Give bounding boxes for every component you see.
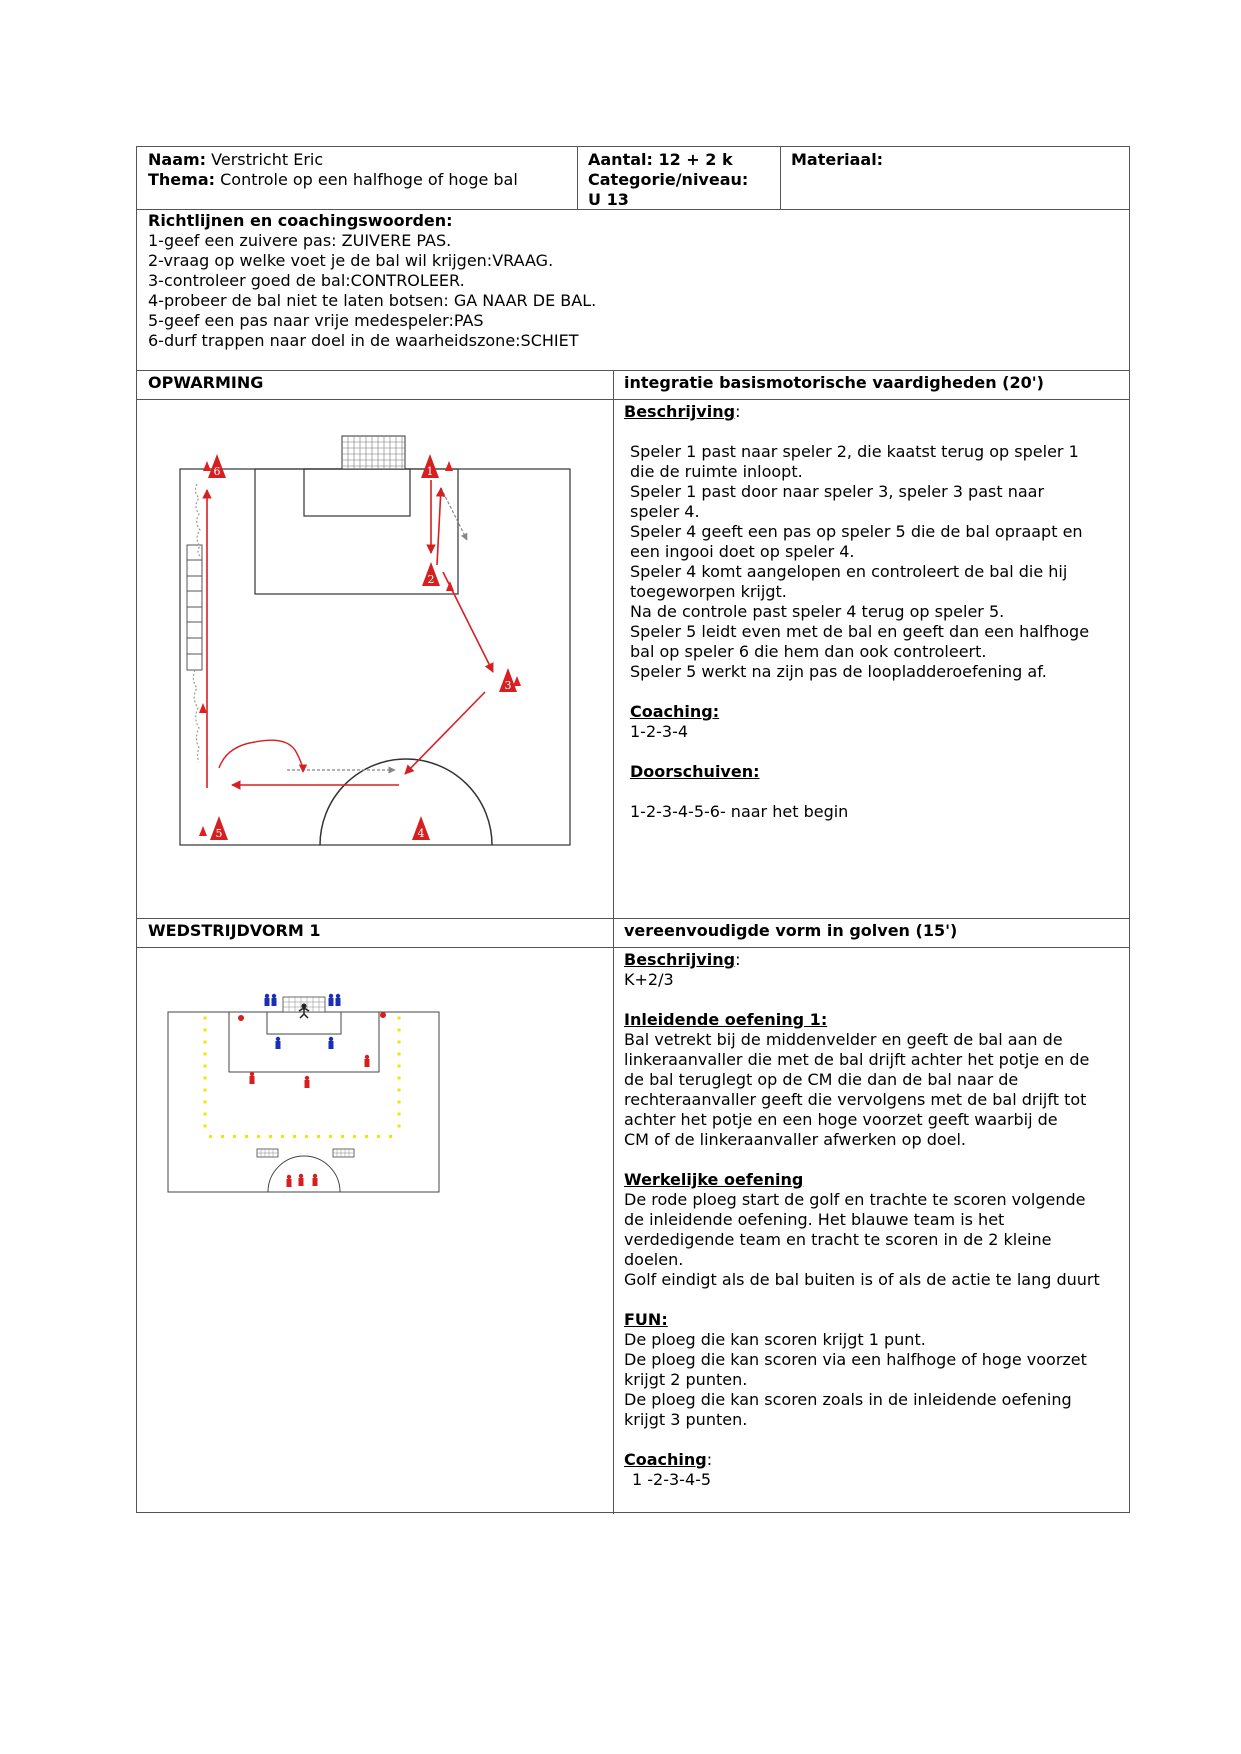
description-line: toegeworpen krijgt. bbox=[630, 582, 787, 601]
warmup-pitch-diagram bbox=[137, 400, 613, 918]
description-line: verdedigende team en tracht te scoren in de 2 kleine bbox=[624, 1230, 1052, 1249]
description-line: Speler 1 past door naar speler 3, speler 3 past naar bbox=[630, 482, 1045, 501]
player bbox=[336, 994, 341, 1006]
description-line: krijgt 3 punten. bbox=[624, 1410, 748, 1429]
richtlijn-line: 6-durf trappen naar doel in de waarheidszone:SCHIET bbox=[148, 331, 579, 350]
player bbox=[305, 1076, 310, 1088]
beschrijving-label: Beschrijving bbox=[624, 402, 736, 421]
opwarming-description bbox=[624, 402, 1124, 822]
speed-ladder bbox=[187, 545, 202, 670]
player bbox=[287, 1175, 292, 1187]
cone-1 bbox=[421, 454, 439, 478]
fun-label: FUN: bbox=[624, 1310, 668, 1329]
description-line: linkeraanvaller die met de bal drijft achter het potje en de bbox=[624, 1050, 1090, 1069]
description-line: De ploeg die kan scoren krijgt 1 punt. bbox=[624, 1330, 926, 1349]
description-line: CM of de linkeraanvaller afwerken op doel. bbox=[624, 1130, 967, 1149]
pitch-outline bbox=[180, 469, 570, 845]
opwarming-subtitle: integratie basismotorische vaardigheden (20') bbox=[624, 373, 1044, 392]
cone-4 bbox=[412, 816, 430, 840]
categorie-label: Categorie/niveau: bbox=[588, 170, 749, 189]
goal-area bbox=[304, 469, 410, 516]
description-line: Speler 5 werkt na zijn pas de loopladderoefening af. bbox=[630, 662, 1047, 681]
description-line: Golf eindigt als de bal buiten is of als de actie te lang duurt bbox=[624, 1270, 1100, 1289]
cone-number: 1 bbox=[426, 465, 434, 478]
richtlijnen-title: Richtlijnen en coachingswoorden: bbox=[148, 211, 453, 230]
colon: : bbox=[735, 950, 741, 969]
penalty-area bbox=[229, 1012, 379, 1072]
lesson-sheet bbox=[136, 146, 1130, 1513]
divider bbox=[137, 918, 1129, 919]
colon: : bbox=[735, 402, 741, 421]
naam-value: Verstricht Eric bbox=[211, 150, 324, 169]
cone-number: 6 bbox=[213, 465, 221, 478]
run-arrow bbox=[441, 488, 467, 540]
description-line: Bal vetrekt bij de middenvelder en geeft de bal aan de bbox=[624, 1030, 1063, 1049]
cone-number: 4 bbox=[417, 827, 425, 840]
divider bbox=[613, 370, 614, 1514]
materiaal-label: Materiaal: bbox=[791, 150, 884, 169]
player bbox=[265, 994, 270, 1006]
player bbox=[250, 1072, 255, 1084]
description-line: de bal teruglegt op de CM die dan de bal naar de bbox=[624, 1070, 1019, 1089]
werkelijke-label: Werkelijke oefening bbox=[624, 1170, 804, 1189]
coaching-value: 1 -2-3-4-5 bbox=[632, 1470, 712, 1489]
player bbox=[365, 1055, 370, 1067]
cone-5 bbox=[210, 816, 228, 840]
thema-label: Thema: bbox=[148, 170, 216, 189]
red-players bbox=[250, 1055, 370, 1187]
categorie-value: U 13 bbox=[588, 190, 629, 209]
player bbox=[313, 1174, 318, 1186]
doorschuiven-value: 1-2-3-4-5-6- naar het begin bbox=[630, 802, 849, 821]
richtlijn-line: 1-geef een zuivere pas: ZUIVERE PAS. bbox=[148, 231, 452, 250]
player bbox=[299, 1174, 304, 1186]
divider bbox=[137, 370, 1129, 371]
description-line: Speler 4 geeft een pas op speler 5 die de bal opraapt en bbox=[630, 522, 1083, 541]
richtlijnen bbox=[148, 211, 1108, 351]
player bbox=[276, 1037, 281, 1049]
coaching-value: 1-2-3-4 bbox=[630, 722, 689, 741]
dribble-path bbox=[193, 670, 199, 762]
doorschuiven-label: Doorschuiven: bbox=[630, 762, 760, 781]
coaching-label: Coaching: bbox=[630, 702, 720, 721]
pass-arrow bbox=[437, 488, 441, 565]
beschrijving-label: Beschrijving bbox=[624, 950, 736, 969]
opwarming-title: OPWARMING bbox=[148, 373, 264, 392]
description-line: Speler 4 komt aangelopen en controleert de bal die hij bbox=[630, 562, 1068, 581]
match-pitch-diagram bbox=[137, 948, 613, 1208]
coaching-label: Coaching bbox=[624, 1450, 707, 1469]
wedstrijdvorm-subtitle: vereenvoudigde vorm in golven (15') bbox=[624, 921, 958, 940]
description-line: De rode ploeg start de golf en trachte te scoren volgende bbox=[624, 1190, 1086, 1209]
description-line: De ploeg die kan scoren via een halfhoge of hoge voorzet bbox=[624, 1350, 1087, 1369]
numbered-cones bbox=[208, 454, 517, 840]
dribble-arrow bbox=[219, 740, 303, 772]
small-goal bbox=[257, 1149, 278, 1157]
description-line: een ingooi doet op speler 4. bbox=[630, 542, 855, 561]
description-line: de inleidende oefening. Het blauwe team is het bbox=[624, 1210, 1005, 1229]
cone-3 bbox=[499, 668, 517, 692]
cone-number: 5 bbox=[215, 827, 223, 840]
richtlijn-line: 5-geef een pas naar vrije medespeler:PAS bbox=[148, 311, 484, 330]
description-line: Na de controle past speler 4 terug op speler 5. bbox=[630, 602, 1005, 621]
cone-2 bbox=[422, 562, 440, 586]
description-line: Speler 1 past naar speler 2, die kaatst terug op speler 1 bbox=[630, 442, 1079, 461]
colon: : bbox=[706, 1450, 713, 1469]
player bbox=[272, 994, 277, 1006]
wedstrijdvorm-title: WEDSTRIJDVORM 1 bbox=[148, 921, 321, 940]
wedstrijdvorm-description bbox=[624, 950, 1124, 1490]
richtlijn-line: 3-controleer goed de bal:CONTROLEER. bbox=[148, 271, 465, 290]
beschrijving-value: K+2/3 bbox=[624, 970, 674, 989]
small-goal bbox=[333, 1149, 354, 1157]
player bbox=[329, 994, 334, 1006]
header-name-theme bbox=[148, 150, 568, 190]
centre-circle bbox=[268, 1156, 340, 1192]
divider bbox=[780, 147, 781, 209]
description-line: Speler 5 leidt even met de bal en geeft dan een halfhoge bbox=[630, 622, 1090, 641]
player bbox=[329, 1037, 334, 1049]
description-line: doelen. bbox=[624, 1250, 684, 1269]
goal-area bbox=[267, 1012, 341, 1034]
thema-value: Controle op een halfhoge of hoge bal bbox=[220, 170, 518, 189]
richtlijn-line: 4-probeer de bal niet te laten botsen: GA NAAR DE BAL. bbox=[148, 291, 597, 310]
naam-label: Naam: bbox=[148, 150, 207, 169]
description-line: De ploeg die kan scoren zoals in de inleidende oefening bbox=[624, 1390, 1072, 1409]
pass-arrow bbox=[405, 692, 485, 774]
cone-number: 3 bbox=[504, 679, 512, 692]
richtlijn-line: 2-vraag op welke voet je de bal wil krijgen:VRAAG. bbox=[148, 251, 554, 270]
description-line: achter het potje en een hoge voorzet geeft waarbij de bbox=[624, 1110, 1058, 1129]
cone-markers bbox=[199, 461, 521, 836]
red-balls bbox=[238, 1012, 386, 1021]
description-line: speler 4. bbox=[630, 502, 700, 521]
description-line: krijgt 2 punten. bbox=[624, 1370, 748, 1389]
divider bbox=[577, 147, 578, 209]
cone-number: 2 bbox=[427, 573, 435, 586]
description-line: bal op speler 6 die hem dan ook controleert. bbox=[630, 642, 987, 661]
yellow-cone-markers bbox=[204, 1017, 401, 1139]
header-aantal bbox=[588, 150, 778, 210]
cone-6 bbox=[208, 454, 226, 478]
goal-net bbox=[342, 436, 405, 469]
description-line: die de ruimte inloopt. bbox=[630, 462, 803, 481]
aantal: Aantal: 12 + 2 k bbox=[588, 150, 733, 169]
inleidende-label: Inleidende oefening 1: bbox=[624, 1010, 828, 1029]
description-line: rechteraanvaller geeft die vervolgens met de bal drijft tot bbox=[624, 1090, 1087, 1109]
